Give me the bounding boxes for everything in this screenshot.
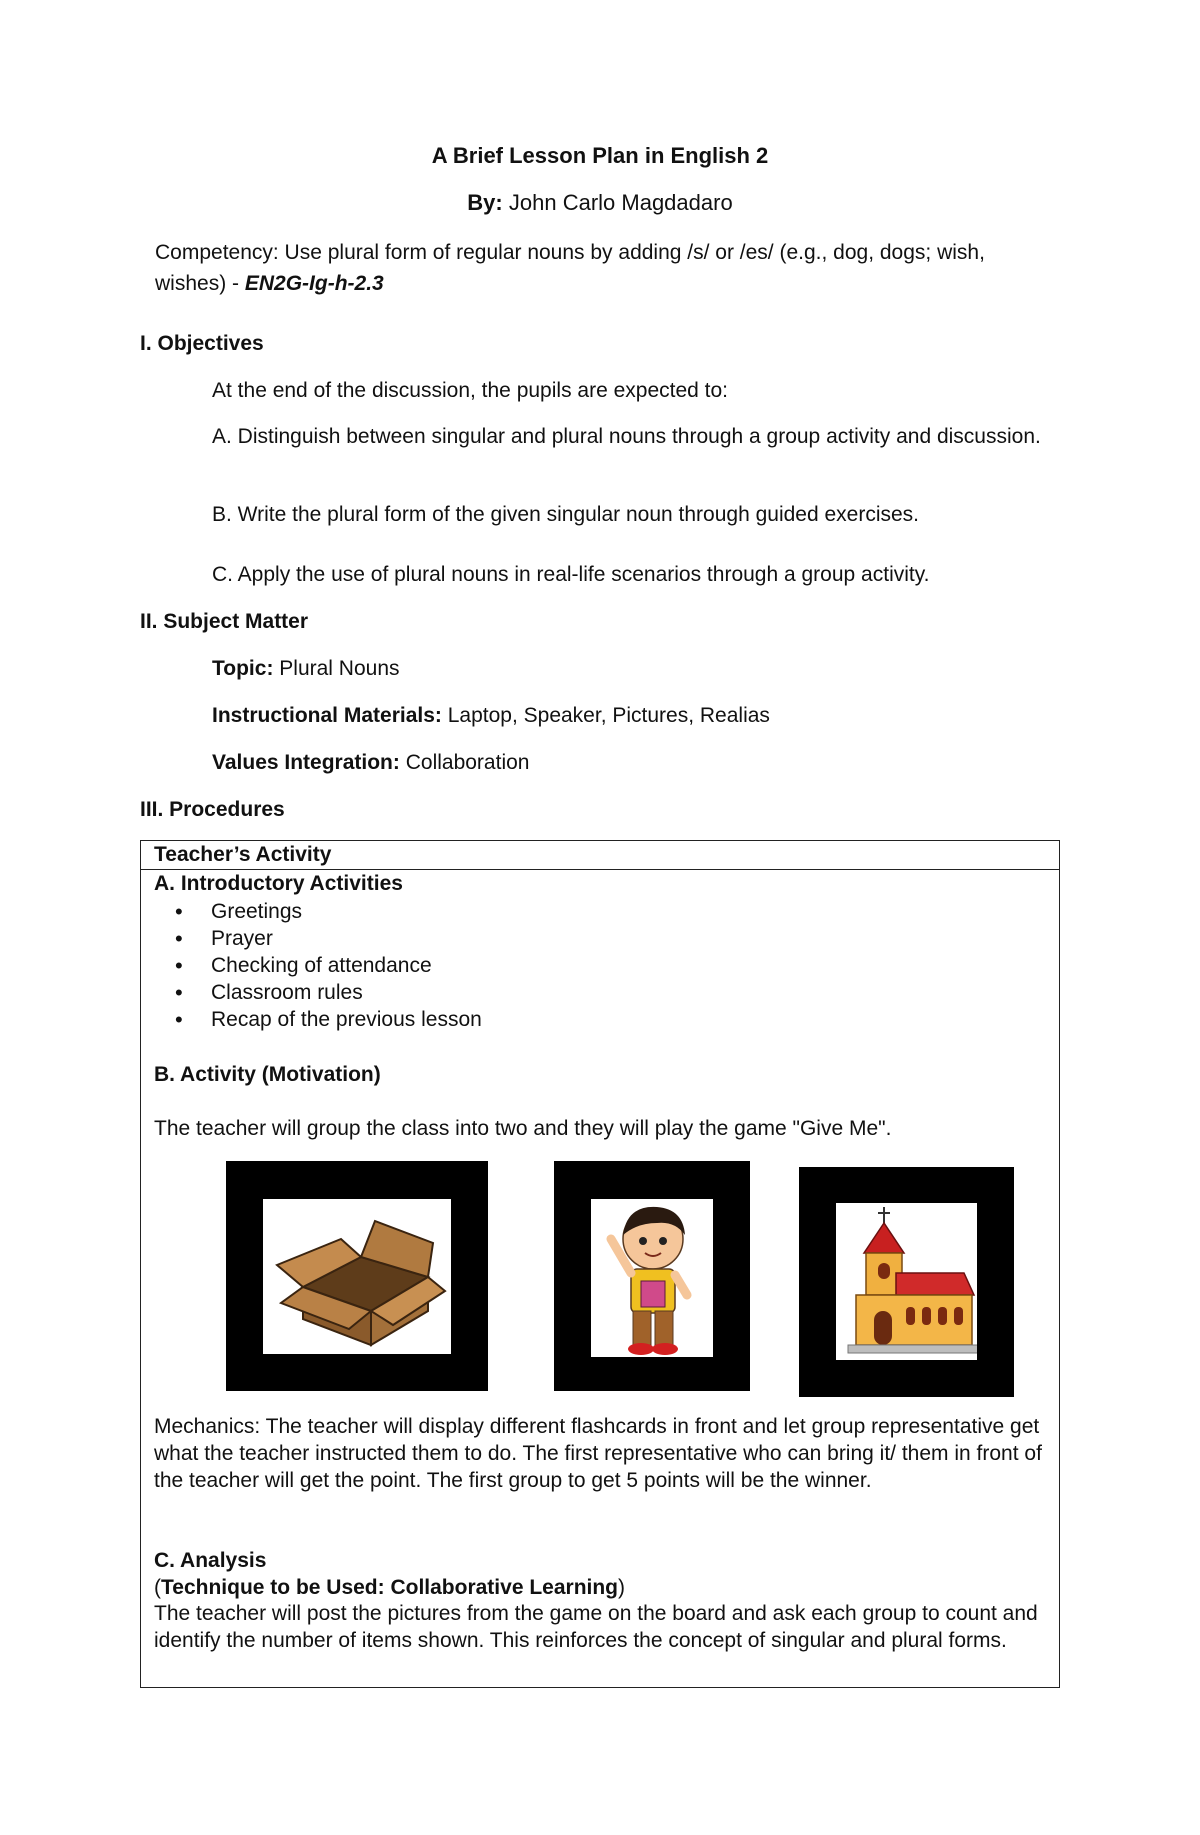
competency-statement [155, 237, 1060, 299]
church-icon [836, 1203, 977, 1360]
author-name: John Carlo Magdadaro [508, 190, 733, 215]
list-item: • Recap of the previous lesson [141, 1006, 1059, 1033]
introductory-list [141, 898, 1059, 1033]
objective-a: A. Distinguish between singular and plural nouns through a group activity and discussion. [212, 425, 1041, 448]
objective-c: C. Apply the use of plural nouns in real-life scenarios through a group activity. [212, 563, 930, 586]
values-label: Values Integration: [212, 751, 400, 774]
table-header-cell: Teacher’s Activity [154, 843, 332, 866]
objectives-intro: At the end of the discussion, the pupils are expected to: [212, 379, 728, 402]
table-header-row [141, 841, 1059, 870]
materials-line [212, 704, 1060, 728]
technique-open: ( [154, 1576, 161, 1599]
technique-close: ) [618, 1576, 626, 1599]
values-value: Collaboration [405, 751, 530, 774]
competency-code: EN2G-Ig-h-2.3 [244, 272, 384, 295]
box-icon [263, 1199, 451, 1354]
box-picture [263, 1199, 451, 1354]
boy-picture [591, 1199, 713, 1357]
procedures-heading: III. Procedures [140, 798, 285, 821]
introductory-heading: A. Introductory Activities [154, 872, 403, 895]
technique-line [154, 1576, 625, 1600]
list-item: • Greetings [141, 898, 1059, 925]
document-title: A Brief Lesson Plan in English 2 [431, 143, 769, 168]
subject-matter-heading: II. Subject Matter [140, 610, 309, 633]
topic-value: Plural Nouns [279, 657, 400, 680]
procedures-table [140, 840, 1060, 1688]
church-picture [836, 1203, 977, 1360]
mechanics-text: Mechanics: The teacher will display different flashcards in front and let group representative get what the teacher instructed them to do. The first representative who can bring it/ them in front of the teacher will get the point. The first group to get 5 points will be the winner. [154, 1415, 1042, 1492]
activity-text: The teacher will group the class into two and they will play the game "Give Me". [154, 1117, 892, 1140]
box-flashcard [226, 1161, 488, 1391]
values-line [212, 751, 1060, 775]
boy-icon [591, 1199, 713, 1357]
topic-label: Topic: [212, 657, 274, 680]
list-item: • Checking of attendance [141, 952, 1059, 979]
list-item: • Prayer [141, 925, 1059, 952]
objective-b: B. Write the plural form of the given singular noun through guided exercises. [212, 503, 920, 526]
analysis-text: The teacher will post the pictures from the game on the board and ask each group to count and identify the number of items shown. This reinforces the concept of singular and plural forms. [154, 1602, 1038, 1652]
materials-value: Laptop, Speaker, Pictures, Realias [447, 704, 770, 727]
technique-label: Technique to be Used: Collaborative Learning [161, 1576, 619, 1599]
author-line [0, 190, 1200, 216]
activity-heading: B. Activity (Motivation) [154, 1063, 381, 1086]
analysis-heading: C. Analysis [154, 1549, 267, 1572]
objectives-heading: I. Objectives [140, 332, 264, 355]
topic-line [212, 657, 1060, 681]
church-flashcard [799, 1167, 1014, 1397]
materials-label: Instructional Materials: [212, 704, 442, 727]
by-label: By: [467, 190, 503, 215]
list-item: • Classroom rules [141, 979, 1059, 1006]
competency-text: Competency: Use plural form of regular nouns by adding /s/ or /es/ (e.g., dog, dogs; wish, wishes) - [155, 241, 985, 295]
boy-flashcard [554, 1161, 750, 1391]
